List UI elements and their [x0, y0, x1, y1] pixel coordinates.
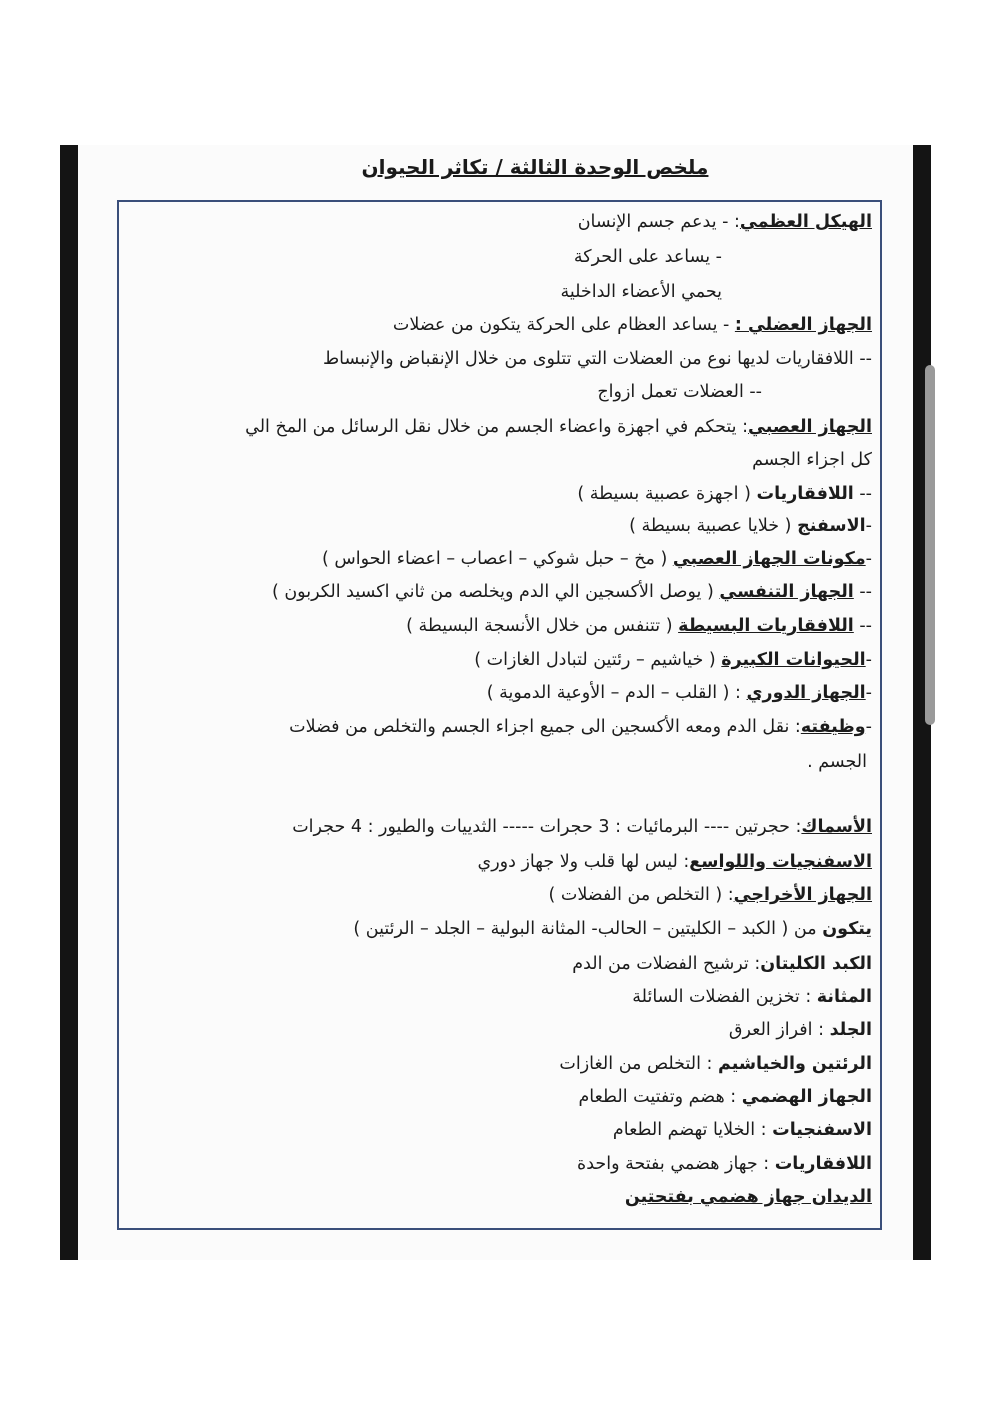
- summary-line: [577, 1147, 872, 1181]
- line-heading: الاسفنج: [797, 516, 866, 536]
- line-heading: الرئتين والخياشيم: [717, 1054, 872, 1074]
- line-prefix: -: [865, 650, 872, 670]
- line-prefix: -: [865, 516, 872, 536]
- line-text: ( مخ – حبل شوكي – اعصاب – اعضاء الحواس ): [322, 549, 673, 569]
- summary-line: [272, 575, 872, 609]
- summary-line: [572, 947, 872, 981]
- summary-line: [577, 477, 872, 511]
- line-heading: الأسماك: [801, 817, 872, 837]
- summary-line: [353, 912, 872, 946]
- line-prefix: -: [865, 683, 872, 703]
- scrollbar-thumb[interactable]: [925, 365, 935, 725]
- line-text: - يساعد على الحركة: [573, 247, 722, 267]
- line-text: : ترشيح الفضلات من الدم: [572, 954, 761, 974]
- line-heading: الجهاز العضلي :: [734, 315, 872, 335]
- line-text: : الخلايا تهضم الطعام: [612, 1120, 773, 1140]
- line-heading: الجلد: [829, 1020, 872, 1040]
- summary-line: [478, 845, 872, 879]
- line-heading: اللافقاريات: [774, 1154, 872, 1174]
- line-text: : ( التخلص من الفضلات ): [548, 885, 734, 905]
- summary-line: [629, 509, 872, 543]
- line-heading: الجهاز العصبي: [747, 417, 872, 437]
- line-heading: الكبد الكليتان: [760, 954, 872, 974]
- summary-line: [729, 1013, 872, 1047]
- line-prefix: --: [853, 616, 872, 636]
- line-text: : تخزين الفضلات السائلة: [632, 987, 817, 1007]
- summary-line: [578, 1080, 872, 1114]
- summary-line: [560, 275, 722, 309]
- line-heading: الاسفنجيات واللواسع: [689, 852, 872, 872]
- summary-line: [548, 878, 872, 912]
- line-text: ( تتنفس من خلال الأنسجة البسيطة ): [406, 616, 679, 636]
- line-text: : هضم وتفتيت الطعام: [578, 1087, 742, 1107]
- line-heading: وظيفته: [800, 717, 866, 737]
- line-heading: الجهاز التنفسي: [719, 582, 854, 602]
- page-bottom-margin: [0, 1260, 992, 1403]
- summary-line: [245, 410, 872, 444]
- line-text: : ليس لها قلب ولا جهاز دوري: [477, 852, 690, 872]
- summary-line: [323, 342, 872, 376]
- line-text: ( خياشيم – رئتين لتبادل الغازات ): [474, 650, 722, 670]
- line-heading: الديدان جهاز هضمي بفتحتين: [624, 1187, 872, 1207]
- line-text: : جهاز هضمي بفتحة واحدة: [577, 1154, 775, 1174]
- summary-line: [474, 643, 872, 677]
- line-text: : ( القلب – الدم – الأوعية الدموية ): [486, 683, 747, 703]
- line-heading: الجهاز الهضمي: [741, 1087, 872, 1107]
- line-text: -- العضلات تعمل ازواج: [597, 382, 762, 402]
- summary-line: [406, 609, 872, 643]
- line-text: من ( الكبد – الكليتين – الحالب- المثانة البولية – الجلد – الرئتين ): [353, 919, 823, 939]
- line-text: ( يوصل الأكسجين الي الدم ويخلصه من ثاني اكسيد الكربون ): [271, 582, 720, 602]
- line-text: الجسم .: [807, 752, 867, 772]
- line-heading: الجهاز الدوري: [746, 683, 866, 703]
- summary-line: [393, 308, 872, 342]
- line-text: : حجرتين ---- البرمائيات : 3 حجرات ----- الثدييات والطيور : 4 حجرات: [292, 817, 802, 837]
- line-text: يحمي الأعضاء الداخلية: [560, 282, 722, 302]
- line-heading: الهيكل العظمي: [739, 212, 872, 232]
- line-heading: الجهاز الأخراجي: [733, 885, 872, 905]
- line-text: ( اجهزة عصبية بسيطة ): [577, 484, 757, 504]
- summary-line: [613, 1113, 872, 1147]
- line-heading: اللافقاريات: [756, 484, 854, 504]
- summary-line: [289, 710, 872, 744]
- summary-line: [752, 443, 872, 477]
- line-text: ( خلايا عصبية بسيطة ): [629, 516, 798, 536]
- line-prefix: -: [865, 717, 872, 737]
- summary-line: [632, 980, 872, 1014]
- line-text: كل اجزاء الجسم: [752, 450, 872, 470]
- line-prefix: --: [853, 484, 872, 504]
- line-text: : التخلص من الغازات: [559, 1054, 718, 1074]
- line-heading: اللافقاريات البسيطة: [678, 616, 854, 636]
- line-heading: الحيوانات الكبيرة: [721, 650, 866, 670]
- line-heading: مكونات الجهاز العصبي: [672, 549, 866, 569]
- left-frame-bar: [60, 145, 78, 1260]
- summary-line: [559, 1047, 872, 1081]
- line-text: -- اللافقاريات لديها نوع من العضلات التي تتلوى من خلال الإنقباض والإنبساط: [322, 349, 872, 369]
- page-title: ملخص الوحدة الثالثة / تكاثر الحيوان: [361, 155, 709, 179]
- summary-line: [292, 810, 872, 844]
- summary-line: [487, 676, 872, 710]
- summary-line: [578, 205, 872, 239]
- line-heading: يتكون: [822, 919, 872, 939]
- line-text: : - يدعم جسم الإنسان: [577, 212, 740, 232]
- line-text: : افراز العرق: [728, 1020, 830, 1040]
- line-heading: الاسفنجيات: [772, 1120, 872, 1140]
- summary-line: [322, 542, 872, 576]
- summary-line: [574, 240, 722, 274]
- line-heading: المثانة: [816, 987, 872, 1007]
- summary-line: [597, 375, 762, 409]
- line-prefix: -: [865, 549, 872, 569]
- line-prefix: --: [853, 582, 872, 602]
- line-text: : يتحكم في اجهزة واعضاء الجسم من خلال نقل الرسائل من المخ الي: [245, 417, 748, 437]
- summary-line: [807, 745, 867, 779]
- line-text: : نقل الدم ومعه الأكسجين الى جميع اجزاء الجسم والتخلص من فضلات: [289, 717, 801, 737]
- line-text: - يساعد العظام على الحركة يتكون من عضلات: [392, 315, 735, 335]
- summary-line: [625, 1180, 872, 1214]
